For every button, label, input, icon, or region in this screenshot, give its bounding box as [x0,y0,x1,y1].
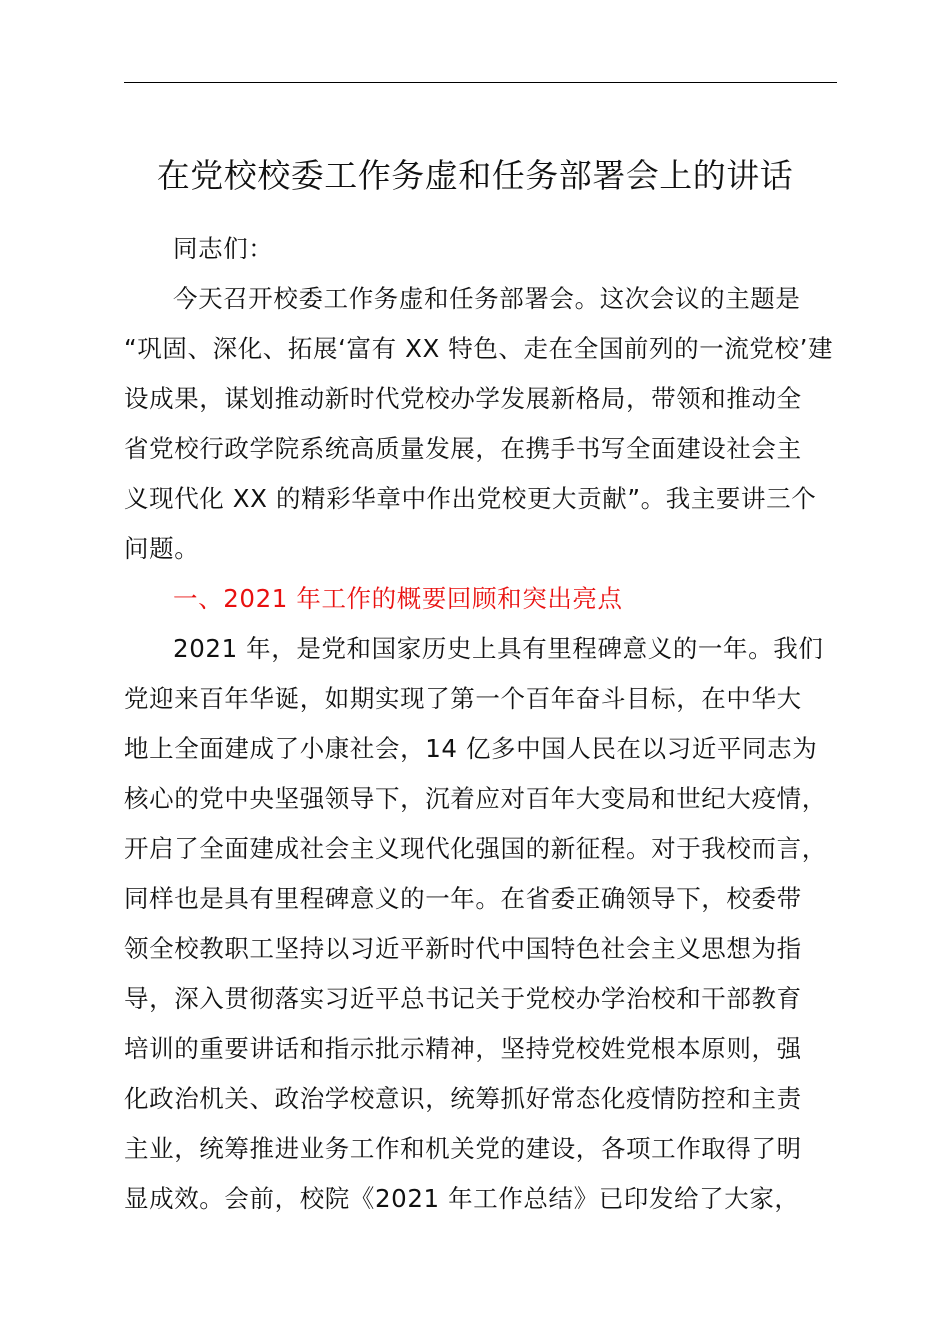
paragraph-2-line: 地上全面建成了小康社会，14 亿多中国人民在以习近平同志为 [124,734,818,763]
paragraph-2-line: 党迎来百年华诞，如期实现了第一个百年奋斗目标，在中华大 [124,684,802,713]
paragraph-1-line: 义现代化 XX 的精彩华章中作出党校更大贡献”。我主要讲三个 [124,484,817,513]
paragraph-2-line: 主业，统筹推进业务工作和机关党的建设，各项工作取得了明 [124,1134,802,1163]
paragraph-2-line: 同样也是具有里程碑意义的一年。在省委正确领导下，校委带 [124,884,802,913]
paragraph-1-line: 设成果，谋划推动新时代党校办学发展新格局，带领和推动全 [124,384,802,413]
document-title: 在党校校委工作务虚和任务部署会上的讲话 [156,156,794,195]
paragraph-1-line: 今天召开校委工作务虚和任务部署会。这次会议的主题是 [173,284,801,313]
paragraph-2-line: 2021 年，是党和国家历史上具有里程碑意义的一年。我们 [173,634,824,663]
paragraph-1-line: “巩固、深化、拓展‘富有 XX 特色、走在全国前列的一流党校’建 [124,334,834,363]
paragraph-2-line: 导，深入贯彻落实习近平总书记关于党校办学治校和干部教育 [124,984,802,1013]
header-rule [124,82,837,83]
paragraph-2-line: 开启了全面建成社会主义现代化强国的新征程。对于我校而言， [124,834,827,863]
paragraph-2-line: 显成效。会前，校院《2021 年工作总结》已印发给了大家， [124,1184,800,1213]
paragraph-2-line: 化政治机关、政治学校意识，统筹抓好常态化疫情防控和主责 [124,1084,802,1113]
paragraph-2-line: 领全校教职工坚持以习近平新时代中国特色社会主义思想为指 [124,934,802,963]
paragraph-2-line: 核心的党中央坚强领导下，沉着应对百年大变局和世纪大疫情， [124,784,827,813]
paragraph-2-line: 培训的重要讲话和指示批示精神，坚持党校姓党根本原则，强 [124,1034,802,1063]
paragraph-1-line: 问题。 [124,534,200,563]
section-heading: 一、2021 年工作的概要回顾和突出亮点 [173,584,623,613]
document-body [124,224,840,1224]
paragraph-1-line: 省党校行政学院系统高质量发展，在携手书写全面建设社会主 [124,434,802,463]
salutation: 同志们： [173,234,274,263]
